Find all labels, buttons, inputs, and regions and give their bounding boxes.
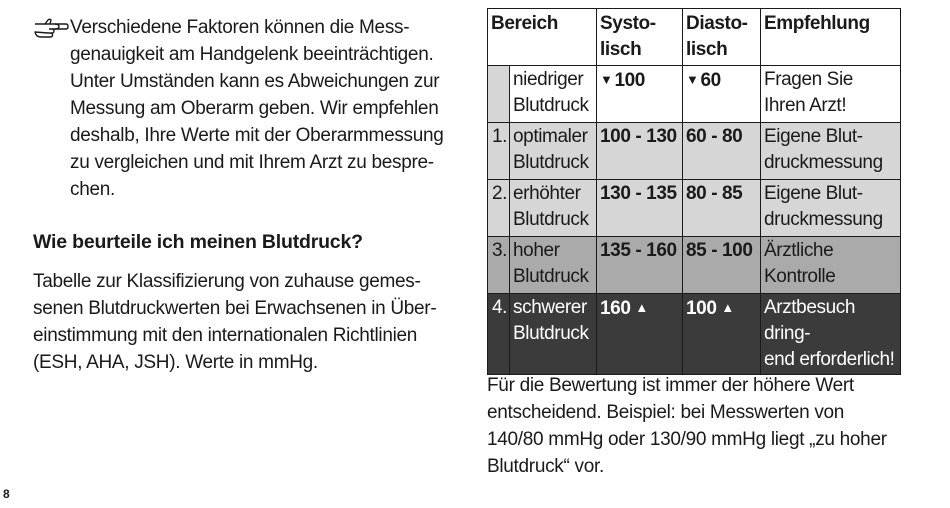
- arrow-down-icon: ▼: [600, 72, 613, 87]
- row-systolic: 100 - 130: [597, 123, 683, 180]
- table-row: [488, 123, 901, 180]
- header-systolic: Systo- lisch: [597, 9, 683, 66]
- row-diastolic: 60 - 80: [683, 123, 761, 180]
- header-range: Bereich: [488, 9, 597, 66]
- row-recommendation: Ärztliche Kontrolle: [761, 237, 901, 294]
- row-range: schwerer Blutdruck: [510, 294, 597, 375]
- row-diastolic: 100 ▲: [683, 294, 761, 375]
- row-number: 3.: [488, 237, 510, 294]
- intro-text: Tabelle zur Klassifizierung von zuhause gemes- senen Blutdruckwerten bei Erwachsenen in Über- einstimmung mit den internationalen Richtlinien (ESH, AHA, JSH). Werte in mmHg.: [33, 271, 437, 373]
- row-diastolic: 80 - 85: [683, 180, 761, 237]
- row-diastolic: 85 - 100: [683, 237, 761, 294]
- left-column: [33, 14, 453, 376]
- row-range: optimaler Blutdruck: [510, 123, 597, 180]
- row-systolic: 130 - 135: [597, 180, 683, 237]
- row-systolic: 160 ▲: [597, 294, 683, 375]
- row-range: hoher Blutdruck: [510, 237, 597, 294]
- header-recommendation: Empfehlung: [761, 9, 901, 66]
- arrow-down-icon: ▼: [686, 72, 699, 87]
- row-number: 1.: [488, 123, 510, 180]
- table-header-row: [488, 9, 901, 66]
- header-diastolic: Diasto- lisch: [683, 9, 761, 66]
- row-systolic: 135 - 160: [597, 237, 683, 294]
- row-recommendation: Arztbesuch dring- end erforderlich!: [761, 294, 901, 375]
- row-recommendation: Fragen Sie Ihren Arzt!: [761, 66, 901, 123]
- arrow-up-icon: ▲: [635, 300, 648, 315]
- note-paragraph: [33, 14, 453, 203]
- row-number: 4.: [488, 294, 510, 375]
- blood-pressure-table: [487, 8, 901, 375]
- page-number: 8: [3, 487, 10, 501]
- table-row: [488, 294, 901, 375]
- row-recommendation: Eigene Blut- druckmessung: [761, 180, 901, 237]
- note-text: Verschiedene Faktoren können die Mess- genauigkeit am Handgelenk beeinträchtigen. Unter Umständen kann es Abweichungen zur Messung am Oberarm geben. Wir empfehlen deshalb, Ihre Werte mit der Oberarmmessung zu vergleichen und mit Ihrem Arzt zu bespre- chen.: [70, 17, 444, 200]
- evaluation-note: Für die Bewertung ist immer der höhere Wert entscheidend. Beispiel: bei Messwerten von 140/80 mmHg oder 130/90 mmHg liegt „zu hoher Blutdruck“ vor.: [487, 375, 887, 477]
- section-heading: Wie beurteile ich meinen Blutdruck?: [33, 231, 363, 253]
- row-recommendation: Eigene Blut- druckmessung: [761, 123, 901, 180]
- row-systolic: ▼ 100: [597, 66, 683, 123]
- row-number: [488, 66, 510, 123]
- pointing-hand-icon: [33, 17, 69, 39]
- table-row: [488, 180, 901, 237]
- row-range: erhöhter Blutdruck: [510, 180, 597, 237]
- table-row: [488, 66, 901, 123]
- arrow-up-icon: ▲: [721, 300, 734, 315]
- table-row: [488, 237, 901, 294]
- row-range: niedriger Blutdruck: [510, 66, 597, 123]
- row-number: 2.: [488, 180, 510, 237]
- row-diastolic: ▼ 60: [683, 66, 761, 123]
